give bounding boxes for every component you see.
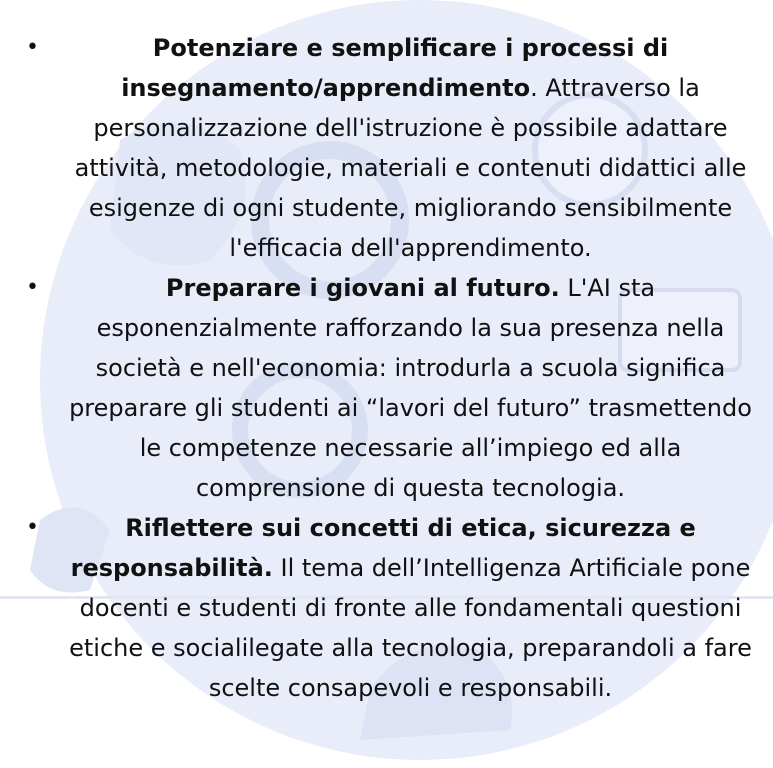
list-item — [0, 268, 773, 508]
bullet-marker: • — [26, 35, 39, 60]
bullet-marker: • — [26, 515, 39, 540]
list-item — [0, 508, 773, 708]
bullet-list — [0, 28, 773, 708]
item-heading: Preparare i giovani al futuro. — [165, 274, 560, 302]
item-body: Il tema dell’Intelligenza Artificiale pone docenti e studenti di fronte alle fondamentali questioni etiche e socialilegate alla tecnologia, preparandoli a fare scelte consapevoli e responsabili. — [69, 554, 752, 702]
item-body: . Attraverso la personalizzazione dell'istruzione è possibile adattare attività, metodologie, materiali e contenuti didattici alle esigenze di ogni studente, migliorando sensibilmente l'efficacia dell'apprendimento. — [74, 74, 747, 262]
list-item — [0, 28, 773, 268]
bullet-marker: • — [26, 275, 39, 300]
item-heading: Riflettere sui concetti di etica, sicurezza e responsabilità. — [70, 514, 696, 582]
item-heading: Potenziare e semplificare i processi di insegnamento/apprendimento — [121, 34, 669, 102]
item-body: L'AI sta esponenzialmente rafforzando la sua presenza nella società e nell'economia: introdurla a scuola significa preparare gli studenti ai “lavori del futuro” trasmettendo le competenze necessarie all’impiego ed alla comprensione di questa tecnologia. — [69, 274, 752, 502]
